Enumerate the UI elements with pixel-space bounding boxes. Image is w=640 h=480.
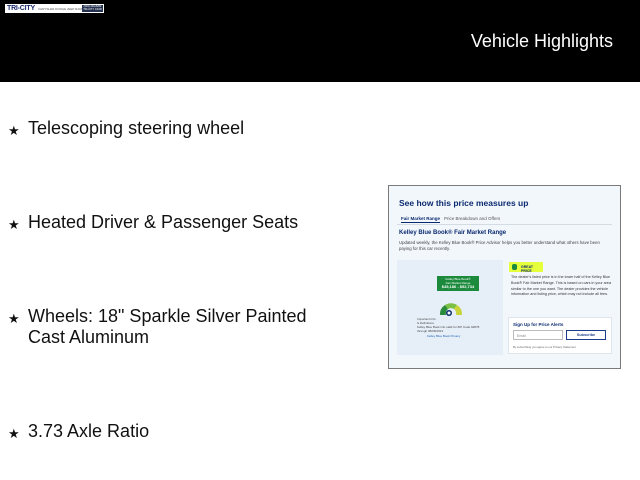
kbb-price-widget <box>388 185 621 369</box>
subscribe-button[interactable]: Subscribe <box>566 330 606 340</box>
page-title: Vehicle Highlights <box>470 31 613 51</box>
tab-fair-market-range[interactable]: Fair Market Range <box>401 216 441 221</box>
logo-box-sub: TRI-CITY CDJR <box>83 8 102 11</box>
great-price-explanation: The dealer's listed price is in the lower half of the Kelley Blue Book® Fair Market Range. This is based on cars in your area similar to the one you want. The dealer provides the vehicle information and listing price, which may not include all fees. <box>511 275 612 297</box>
price-alerts-box <box>508 317 612 354</box>
kbb-heading: See how this price measures up <box>399 198 529 208</box>
alerts-fine-print: By subscribing you agree to our Privacy Statement <box>513 345 576 349</box>
price-range-tag <box>437 276 479 291</box>
badge-icon <box>512 264 517 270</box>
feature-item <box>8 118 328 141</box>
feature-item <box>8 421 328 444</box>
note-date: through 08/08/2023 <box>417 329 444 333</box>
star-icon: ★ <box>8 426 20 441</box>
kbb-subheading: Kelley Blue Book® Fair Market Range <box>399 230 507 236</box>
tag-line1: Kelley Blue Book® <box>445 277 471 281</box>
site-header <box>0 0 640 82</box>
gauge-panel <box>397 260 503 355</box>
kbb-description: Updated weekly, the Kelley Blue Book® Price Advisor helps you better understand what others have been paying for this car recently. <box>399 240 600 251</box>
star-icon: ★ <box>8 123 20 138</box>
kbb-tab-bar <box>397 214 612 225</box>
note-info-link[interactable]: Important Info & Definitions <box>417 317 436 325</box>
feature-item <box>8 212 328 235</box>
star-icon: ★ <box>8 311 20 326</box>
logo-tagline: CHRYSLER DODGE JEEP RAM <box>37 6 82 11</box>
kbb-privacy-link[interactable]: Kelley Blue Book Privacy <box>427 334 461 338</box>
logo-phone-box <box>82 5 103 12</box>
great-price-panel <box>507 260 612 355</box>
price-gauge-icon <box>438 296 464 316</box>
logo-phone: (503) 294-8282 <box>83 5 102 8</box>
star-icon: ★ <box>8 217 20 232</box>
dealer-logo[interactable] <box>5 4 104 13</box>
kbb-validity-note <box>417 317 487 333</box>
feature-label: Telescoping steering wheel <box>28 118 245 138</box>
feature-item <box>8 306 328 348</box>
badge-label: GREAT PRICE <box>521 265 533 273</box>
feature-label: 3.73 Axle Ratio <box>28 421 150 441</box>
tag-line2: Fair Market Range <box>445 281 471 285</box>
logo-name: TRI-CITY <box>7 5 35 12</box>
alerts-title: Sign Up for Price Alerts <box>513 322 564 327</box>
price-range-value: $45,186 - $52,734 <box>441 284 475 289</box>
email-field[interactable]: Email <box>513 330 563 340</box>
feature-label: Heated Driver & Passenger Seats <box>28 212 299 232</box>
feature-label: Wheels: 18" Sparkle Silver Painted Cast Aluminum <box>28 306 307 347</box>
note-zip: Kelley Blue Book info valid for ZIP Code 92878 <box>417 325 480 329</box>
tab-price-breakdown[interactable]: Price Breakdown and Offers <box>444 216 501 221</box>
great-price-badge <box>509 262 543 272</box>
